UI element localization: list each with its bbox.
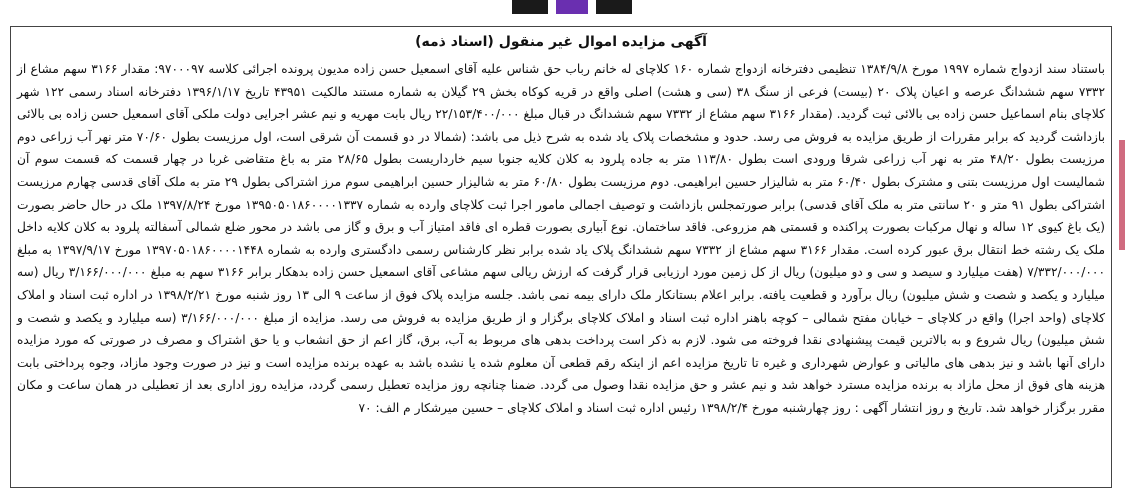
color-swatch-black	[512, 0, 548, 14]
notice-title: آگهی مزایده اموال غیر منقول (اسناد ذمه)	[415, 34, 707, 50]
top-color-bar	[0, 0, 1125, 18]
color-swatch-purple	[556, 0, 588, 14]
notice-body: باستناد سند ازدواج شماره ۱۹۹۷ مورخ ۱۳۸۴/۹/۸ تنظیمی دفترخانه ازدواج شماره ۱۶۰ کلاچای له خانم رباب حق شناس علیه آقای اسمعیل حسن زاده مدیون پرونده اجرائی کلاسه ۹۷۰۰۰۹۷: مقدار ۳۱۶۶ سهم مشاع از ۷۳۳۲ سهم ششدانگ عرصه و اعیان پلاک ۲۰ (بیست) فرعی از سنگ ۳۸ (سی و هشت) اصلی واقع در قریه کوکاه بخش ۲۹ گیلان به شماره مستند مالکیت ۴۳۹۵۱ تاریخ ۱۳۹۶/۱/۱۷ دفترخانه اسناد رسمی ۱۲۲ شهر کلاچای بنام اسماعیل حسن زاده بی بالائی ثبت گردید. (مقدار ۳۱۶۶ سهم مشاع از ۷۳۳۲ سهم ششدانگ در قبال مبلغ ۲۲/۱۵۳/۴۰۰/۰۰۰ ریال بابت مهریه و نیم عشر اجرایی دولت ملکی آقای اسمعیل حسن زاده بی بالائی بازداشت گردید که برابر مقررات از طریق مزایده به فروش می رسد. حدود و مشخصات پلاک یاد شده به شرح ذیل می باشد: (شمالا در دو قسمت آن شرقی است، اول مرزیست بطول ۷۰/۶۰ متر نهر آب زراعی دوم مرزیست بطول ۴۸/۲۰ متر به نهر آب زراعی شرقا ورودی است بطول ۱۱۳/۸۰ متر به جاده پلرود به کلان کلایه جنوبا سیم خارداریست بطول ۲۸/۶۵ متر به باغ متقاضی غربا در چهار قسمت که قسمت سوم آن شمالیست اول مرزیست بتنی و مشترک بطول ۶۰/۴۰ متر به شالیزار حسین ابراهیمی. دوم مرزیست بطول ۶۰/۸۰ متر به شالیزار حسین ابراهیمی سوم مرز اشتراکی بطول ۲۹ متر به ملک آقای قدسی چهارم مرزیست اشتراکی بطول ۹۱ متر و ۲۰ سانتی متر به ملک آقای قدسی) برابر صورتمجلس بازداشت و توصیف اجمالی مامور اجرا ثبت کلاچای وارده به شماره ۱۳۹۵۰۵۰۱۸۶۰۰۰۰۱۳۳۷ مورخ ۱۳۹۷/۸/۲۴ ملک در حال حاضر بصورت (یک باغ کیوی ۱۲ ساله و نهال مرکبات بصورت پراکنده و قسمتی هم مزروعی. فاقد ساختمان. نوع آبیاری بصورت قطره ای فاقد امتیاز آب و برق و گاز می باشد در محور ضلع شمالی آسفالته پلرود به کلان کلایه داخل ملک یک رشته خط انتقال برق عبور کرده است. مقدار ۳۱۶۶ سهم مشاع از ۷۳۳۲ سهم ششدانگ پلاک یاد شده برابر نظر کارشناس رسمی دادگستری وارده به شماره ۱۳۹۷۰۵۰۱۸۶۰۰۰۰۱۴۴۸ مورخ ۱۳۹۷/۹/۱۷ به مبلغ ۷/۳۳۲/۰۰۰/۰۰۰ (هفت میلیارد و سیصد و سی و دو میلیون) ریال از کل زمین مورد ارزیابی قرار گرفت که ارزش ریالی سهم مشاعی آقای اسمعیل حسن زاده بدهکار برابر ۳۱۶۶ سهم به مبلغ ۳/۱۶۶/۰۰۰/۰۰۰ ریال (سه میلیارد و یکصد و شصت و شش میلیون) ریال برآورد و قطعیت یافته. برابر اعلام بستانکار ملک دارای بیمه نمی باشد. جلسه مزایده پلاک فوق از ساعت ۹ الی ۱۳ روز شنبه مورخ ۱۳۹۸/۲/۲۱ در اداره ثبت اسناد و املاک کلاچای (واحد اجرا) واقع در کلاچای – خیابان مفتح شمالی – کوچه باهنر اداره ثبت اسناد و املاک کلاچای برگزار و از طریق مزایده به فروش می رسد. مزایده از مبلغ ۳/۱۶۶/۰۰۰/۰۰۰ (سه میلیارد و یکصد و شصت و شش میلیون) ریال شروع و به بالاترین قیمت پیشنهادی نقدا فروخته می شود. لازم به ذکر است پرداخت بدهی های مربوط به آب، برق، گاز اعم از حق انشعاب و یا حق اشتراک و مصرف در صورتی که مورد مزایده دارای آنها باشد و نیز بدهی های مالیاتی و عوارض شهرداری و غیره تا تاریخ مزایده اعم از اینکه رقم قطعی آن معلوم شده یا نشده باشد به عهده برنده مزایده است و نیز در صورت وجود مازاد، وجوه پرداختی بابت هزینه های فوق از محل مازاد به برنده مزایده مسترد خواهد شد و نیم عشر و حق مزایده نقدا وصول می گردد. ضمنا چنانچه روز مزایده تعطیل رسمی گردد، مزایده روز اداری بعد از تعطیلی در همان ساعت و مکان مقرر برگزار خواهد شد. تاریخ و روز انتشار آگهی : روز چهارشنبه مورخ ۱۳۹۸/۲/۴ رئیس اداره ثبت اسناد و املاک کلاچای – حسین میرشکار م الف: ۷۰	[17, 62, 1106, 415]
auction-notice	[10, 26, 1112, 488]
color-swatch-black-2	[596, 0, 632, 14]
edge-color-mark	[1119, 140, 1125, 250]
